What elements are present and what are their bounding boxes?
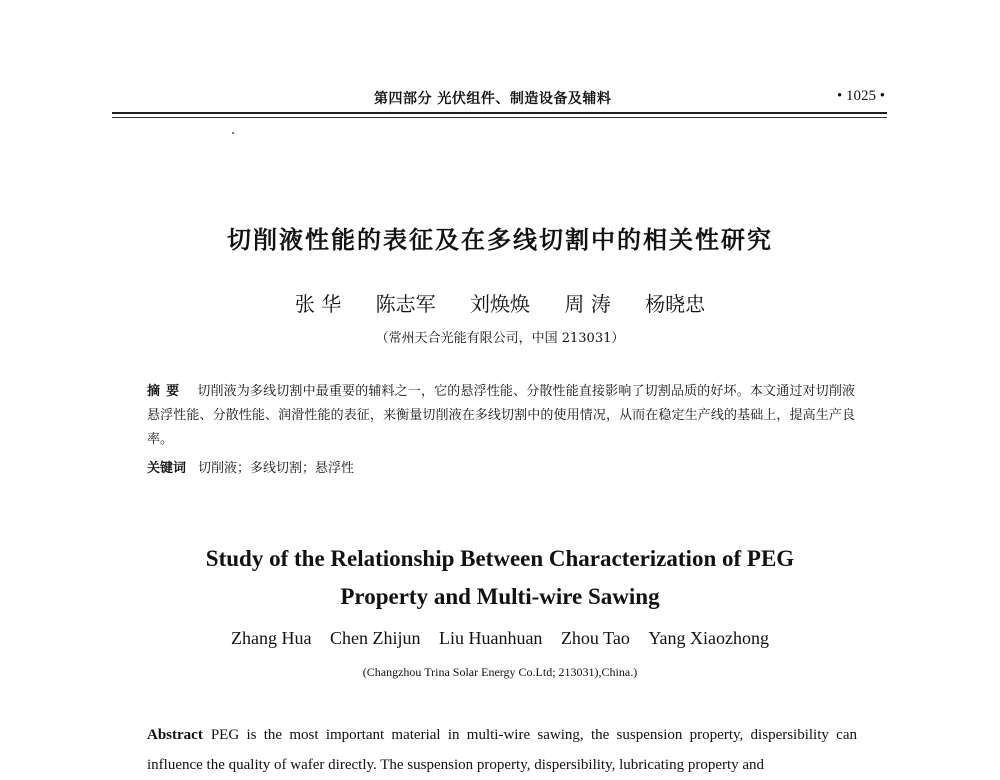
english-abstract-text: PEG is the most important material in multi-wire sawing, the suspension property, dispersibility can influence the quality of wafer directly. The suspension property, dispersibility, lubricating property and	[147, 727, 857, 773]
english-title-line: Study of the Relationship Between Characterization of PEG	[205, 546, 795, 571]
english-affiliation: (Changzhou Trina Solar Energy Co.Ltd; 213031),China.)	[362, 665, 638, 679]
english-abstract-label: Abstract	[147, 727, 203, 743]
english-author: Zhou Tao	[560, 628, 630, 648]
page-number: • 1025 •	[836, 88, 885, 104]
chinese-keywords-text: 切削液；多线切割；悬浮性	[198, 461, 355, 476]
chinese-author: 张 华	[294, 292, 342, 316]
chinese-abstract-text: 切削液为多线切割中最重要的辅料之一，它的悬浮性能、分散性能直接影响了切割品质的好坏。本文通过对切削液悬浮性能、分散性能、润滑性能的表征，来衡量切削液在多线切割中的使用情况，从而在稳定生产线的基础上，提高生产良率。	[147, 384, 855, 447]
chinese-authors	[0, 288, 1000, 317]
chinese-abstract	[147, 380, 855, 452]
english-title-line: Property and Multi-wire Sawing	[340, 584, 660, 609]
running-header	[112, 88, 887, 110]
chinese-author: 陈志军	[375, 292, 436, 316]
english-author: Chen Zhijun	[329, 628, 421, 648]
english-author: Yang Xiaozhong	[648, 628, 770, 648]
chinese-affiliation: （常州天合光能有限公司，中国 213031）	[375, 331, 625, 346]
chinese-title: 切削液性能的表征及在多线切割中的相关性研究	[227, 226, 773, 254]
english-title	[0, 540, 1000, 616]
header-rule-thin	[112, 117, 887, 118]
english-authors	[0, 628, 1000, 649]
english-author: Zhang Hua	[230, 628, 312, 648]
scan-dot	[232, 132, 234, 134]
chinese-author: 周 涛	[564, 292, 611, 316]
running-header-section: 第四部分 光伏组件、制造设备及辅料	[374, 91, 612, 107]
chinese-keywords-label: 关键词	[147, 461, 187, 476]
english-abstract	[147, 720, 857, 773]
chinese-abstract-label: 摘要	[147, 384, 186, 399]
header-rule-thick	[112, 112, 887, 114]
chinese-keywords	[147, 458, 855, 480]
chinese-author: 杨晓忠	[645, 292, 706, 316]
english-author: Liu Huanhuan	[438, 628, 543, 648]
chinese-author: 刘焕焕	[470, 292, 530, 316]
